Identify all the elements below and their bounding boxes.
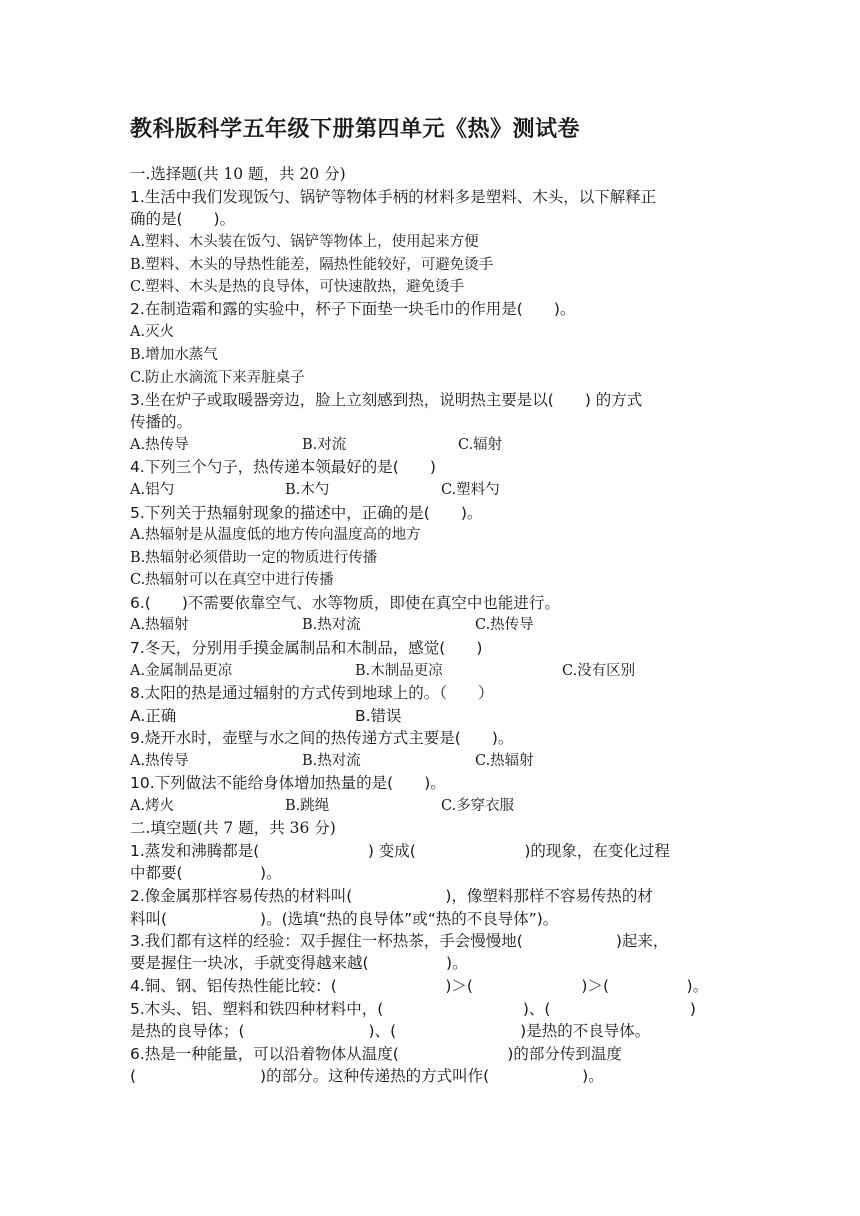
- question-10-option-c: C.多穿衣服: [441, 798, 515, 814]
- question-3-stem-cont: 传播的。: [130, 413, 193, 431]
- question-8-option-a: A.正确: [130, 707, 177, 725]
- question-5-stem: 5.下列关于热辐射现象的描述中，正确的是( )。: [130, 504, 483, 522]
- question-9-option-b: B.热对流: [302, 753, 361, 769]
- fill-2: 2.像金属那样容易传热的材料叫( )，像塑料那样不容易传热的材: [130, 887, 653, 905]
- question-2-option-b: B.增加水蒸气: [130, 347, 218, 363]
- question-7-stem: 7.冬天，分别用手摸金属制品和木制品，感觉( ): [130, 639, 483, 657]
- question-4-option-c: C.塑料勺: [441, 482, 500, 498]
- section-header-choice: 一.选择题(共 10 题，共 20 分): [130, 165, 346, 183]
- fill-1-cont: 中都要( )。: [130, 864, 282, 882]
- question-4-stem: 4.下列三个勺子，热传递本领最好的是( ): [130, 458, 436, 476]
- question-9-option-a: A.热传导: [130, 753, 189, 769]
- question-7-option-a: A.金属制品更凉: [130, 663, 233, 679]
- question-6-option-a: A.热辐射: [130, 617, 189, 633]
- question-6-stem: 6.( )不需要依靠空气、水等物质，即使在真空中也能进行。: [130, 594, 560, 612]
- question-6-option-b: B.热对流: [302, 617, 361, 633]
- question-2-option-c: C.防止水滴流下来弄脏桌子: [130, 370, 305, 386]
- fill-6-cont: ( )的部分。这种传递热的方式叫作( )。: [130, 1067, 604, 1085]
- question-7-option-c: C.没有区别: [562, 663, 636, 679]
- fill-2-cont: 料叫( )。(选填“热的良导体”或“热的不良导体”)。: [130, 910, 559, 928]
- question-7-option-b: B.木制品更凉: [355, 663, 443, 679]
- page-title: 教科版科学五年级下册第四单元《热》测试卷: [130, 117, 581, 142]
- question-5-option-a: A.热辐射是从温度低的地方传向温度高的地方: [130, 527, 421, 543]
- question-1-option-c: C.塑料、木头是热的良导体，可快速散热，避免烫手: [130, 279, 465, 295]
- question-1-stem: 1.生活中我们发现饭勺、锅铲等物体手柄的材料多是塑料、木头，以下解释正: [130, 188, 657, 206]
- question-5-option-b: B.热辐射必须借助一定的物质进行传播: [130, 550, 378, 566]
- question-1-stem-cont: 确的是( )。: [130, 210, 236, 228]
- question-6-option-c: C.热传导: [475, 617, 534, 633]
- fill-3-cont: 要是握住一块冰，手就变得越来越( )。: [130, 954, 468, 972]
- question-8-option-b: B.错误: [355, 707, 402, 725]
- question-3-option-a: A.热传导: [130, 437, 189, 453]
- question-10-option-a: A.烤火: [130, 798, 175, 814]
- fill-5: 5.木头、铝、塑料和铁四种材料中，( )、( ): [130, 1000, 696, 1018]
- fill-4: 4.铜、钢、铝传热性能比较：( )＞( )＞( )。: [130, 977, 709, 995]
- question-1-option-a: A.塑料、木头装在饭勺、锅铲等物体上，使用起来方便: [130, 234, 479, 250]
- question-5-option-c: C.热辐射可以在真空中进行传播: [130, 572, 334, 588]
- question-3-option-b: B.对流: [302, 437, 347, 453]
- section-header-fill: 二.填空题(共 7 题，共 36 分): [130, 819, 336, 837]
- question-9-stem: 9.烧开水时，壶壁与水之间的热传递方式主要是( )。: [130, 729, 514, 747]
- fill-1: 1.蒸发和沸腾都是( ) 变成( )的现象，在变化过程: [130, 842, 670, 860]
- question-4-option-b: B.木勺: [285, 482, 330, 498]
- question-3-stem: 3.坐在炉子或取暖器旁边，脸上立刻感到热，说明热主要是以( ) 的方式: [130, 391, 643, 409]
- question-2-option-a: A.灭火: [130, 324, 175, 340]
- question-3-option-c: C.辐射: [458, 437, 503, 453]
- question-2-stem: 2.在制造霜和露的实验中，杯子下面垫一块毛巾的作用是( )。: [130, 300, 576, 318]
- question-10-stem: 10.下列做法不能给身体增加热量的是( )。: [130, 774, 446, 792]
- question-10-option-b: B.跳绳: [285, 798, 330, 814]
- question-4-option-a: A.铝勺: [130, 482, 175, 498]
- question-8-stem: 8.太阳的热是通过辐射的方式传到地球上的。（ ）: [130, 684, 494, 702]
- question-9-option-c: C.热辐射: [475, 753, 534, 769]
- question-1-option-b: B.塑料、木头的导热性能差，隔热性能较好，可避免烫手: [130, 257, 494, 273]
- fill-6: 6.热是一种能量，可以沿着物体从温度( )的部分传到温度: [130, 1045, 622, 1063]
- fill-3: 3.我们都有这样的经验：双手握住一杯热茶，手会慢慢地( )起来，: [130, 932, 669, 950]
- fill-5-cont: 是热的良导体；( )、( )是热的不良导体。: [130, 1022, 651, 1040]
